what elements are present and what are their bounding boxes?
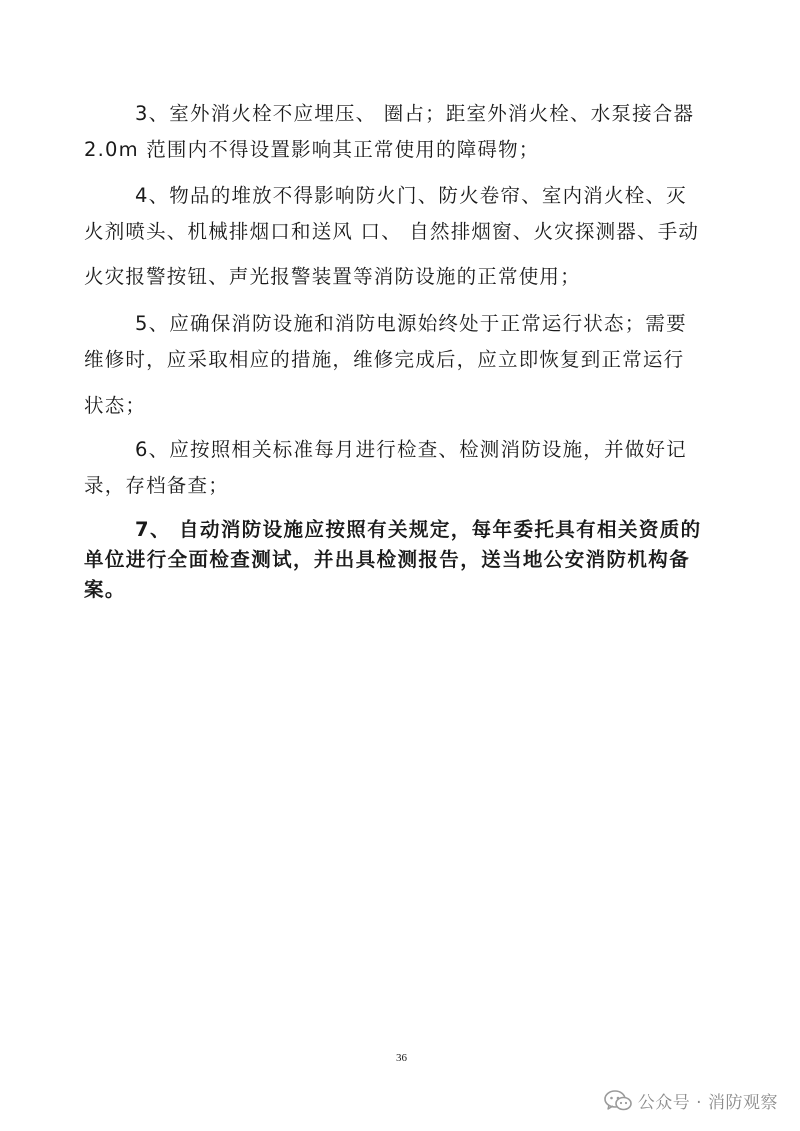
watermark [604, 1088, 778, 1113]
item-5-line-3: 状态； [84, 394, 147, 417]
item-3-line-2: 2.0m 范围内不得设置影响其正常使用的障碍物； [84, 138, 540, 161]
item-6-line-2: 录，存档备查； [84, 474, 229, 497]
watermark-text: 公众号 · 消防观察 [637, 1093, 778, 1113]
item-5-line-2: 维修时，应采取相应的措施，维修完成后，应立即恢复到正常运行 [84, 348, 685, 371]
item-4-line-1: 4、物品的堆放不得影响防火门、防火卷帘、室内消火栓、灭 [135, 184, 687, 207]
item-7-line-3: 案。 [84, 578, 126, 601]
item-5-line-1: 5、应确保消防设施和消防电源始终处于正常运行状态；需要 [135, 312, 687, 335]
item-4-line-2: 火剂喷头、机械排烟口和送风 口、 自然排烟窗、火灾探测器、手动 [84, 220, 700, 243]
wechat-icon [604, 1090, 632, 1112]
item-3-line-1: 3、室外消火栓不应埋压、 圈占；距室外消火栓、水泵接合器 [135, 102, 695, 125]
item-7-line-1: 7、 自动消防设施应按照有关规定，每年委托具有相关资质的 [135, 518, 702, 541]
page-number: 36 [396, 1052, 407, 1064]
item-7-line-2: 单位进行全面检查测试，并出具检测报告，送当地公安消防机构备 [84, 548, 691, 571]
item-4-line-3: 火灾报警按钮、声光报警装置等消防设施的正常使用； [84, 265, 581, 288]
item-6-line-1: 6、应按照相关标准每月进行检查、检测消防设施，并做好记 [135, 438, 687, 461]
